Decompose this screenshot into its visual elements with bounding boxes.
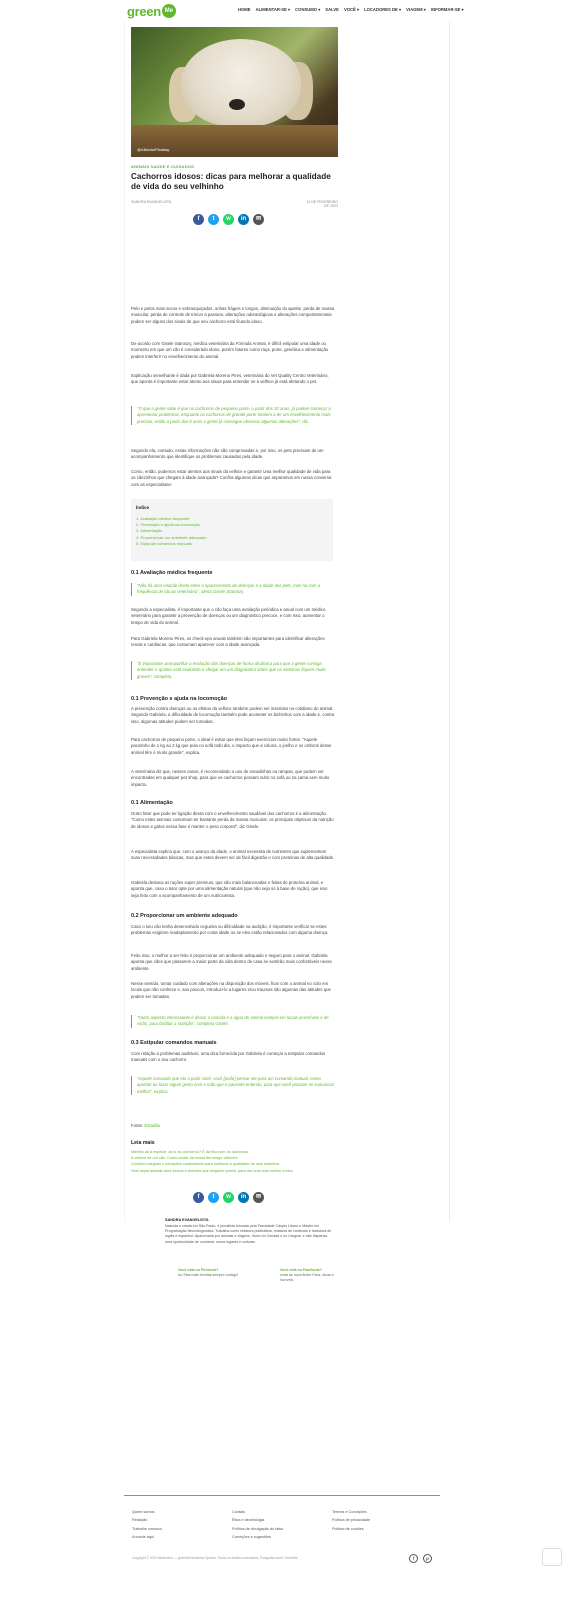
logo-badge: Me <box>162 4 176 18</box>
facebook-promo-desc: curta as nova linder Fans, dicas e incríveis <box>280 1273 334 1282</box>
footer-link[interactable]: Redação <box>132 1518 148 1523</box>
paragraph-ambiente-3: Nesse sentido, tomar cuidado com alterações na disposição dos móveis, ficar com o animal no colo em locais que não conhece e, aos poucos, introduzi-lo a lugares e/ou traumas são algumas das atitudes que podem ser tomadas. <box>131 981 331 999</box>
facebook-promo[interactable] <box>280 1268 335 1300</box>
pinterest-promo-desc: Ao Siva mais bonitas sempre contigo! <box>178 1273 239 1277</box>
logo-text: green <box>127 3 161 19</box>
whatsapp-share-icon[interactable]: w <box>223 1192 234 1203</box>
quote-small-breeds: "O que a gente sabe é que os cachorros de pequeno porte, a partir dos 10 anos, já podem começar a apresentar problemas, enquanto os cachorros de grande porte tendem a ter um envelhecimento mais precoce, então a partir dos 8 anos a gente já consegue observar algumas alterações", diz. <box>131 406 336 425</box>
footer-link[interactable]: Política de cookies <box>332 1526 364 1531</box>
nav-viagem[interactable]: VIAGEM ▾ <box>406 7 426 12</box>
paragraph-alimentacao-1: Outro fator que pode ter ligação direta com o envelhecimento saudável dos cachorros é a alimentação. "Como estes animais costumam ter bastante perda da massa muscular, os principais objetivos da nutrição de idosos e gatos nessa fase é manter o peso corporal", diz Gisele. <box>131 811 334 829</box>
heading-prevencao: 0.1 Prevenção e ajuda na locomoção <box>131 696 227 702</box>
article-category[interactable]: ANIMAIS SAÚDE E CUIDADOS <box>131 164 195 169</box>
footer-link[interactable]: Termos e Condições <box>332 1510 367 1514</box>
facebook-share-icon[interactable]: f <box>193 1192 204 1203</box>
toc-item-4[interactable]: 4. Proporcionar um ambiente adequado <box>136 534 207 540</box>
author-bio: Nascida e criada em São Paulo, é jornalista formada pela Faculdade Cásper Líbero e Master em Programação Neurolinguística. Trabalha como redatora publicitária, redatora de conteúdo e tradutora de inglês e espanhol. Apaixonada por animais e viagens. Viveu no Canadá e no Uruguai, e não dispensa uma oportunidade de conhecer novos lugares e culturas. <box>165 1224 332 1244</box>
paragraph-comandos-1: Com relação a problemas auditivos, uma dica fornecida por Gabriela é começar a estipular comandos manuais com o seu cachorro. <box>131 1051 326 1063</box>
quote-disease-evolution: "É importante acompanhar a evolução das doenças de forma dinâmica para que a gente consiga entender o quanto está evoluindo e chegar em um diagnóstico antes que os sintomas fiquem muito graves", completa. <box>131 661 336 680</box>
footer-column-3 <box>332 1508 370 1533</box>
dog-nose <box>229 99 245 110</box>
author-name[interactable]: SANDRA EVANGELISTA <box>165 1218 209 1222</box>
content-right-border <box>449 22 450 1222</box>
quote-food-water: "Outro aspecto interessante é deixar a comida e a água do animal sempre em locais acessíveis e de visão, para facilitar a nutrição", completa Gisele. <box>131 1015 336 1028</box>
nav-voce[interactable]: VOCÊ ▾ <box>343 7 360 12</box>
top-navigation-bar <box>0 0 575 22</box>
paragraph-alimentacao-2: A especialista explica que, com o avanço da idade, o animal necessita de nutrientes que suplementem suas necessidades básicas, mas que estes devem ser de fácil digestão e com proteínas de alta qualidade. <box>131 849 335 861</box>
source-line <box>131 1123 160 1128</box>
paragraph-intro: Pelo e pelos mais secos e esbranquiçados, unhas frágeis e longos, diminuição do apetite, perda de massa muscular, perda de controle de trincar a passear, alterações odontológicas e alterações comportamentais podem ser alguns dos sinais de que seu cachorro está ficando idoso. <box>131 306 335 324</box>
quote-hand-commands: "Aquele comando que ela a partir você, você [pode] pensar ele para um comando manual, como apontar ou fazer algum gesto com a mão que o paciente entenda, para que você possam se comunicar melhor", explica. <box>131 1076 336 1095</box>
site-logo[interactable] <box>127 3 176 19</box>
read-more-list <box>131 1149 336 1174</box>
footer-copyright: Copyright © 2023 Media Bus — greenMe Business Opinion. Todos os direitos reservados. Fotografia stock: GreenMe <box>132 1556 298 1560</box>
footer-link[interactable]: Quem somos <box>132 1510 155 1514</box>
toc-item-2[interactable]: 2. Prevenção e ajuda na locomoção <box>136 522 200 528</box>
paragraph-tips-intro: Como, então, podemos estar atentos aos sinais da velhice e garantir uma melhor qualidade de vida para os cãezinhos que chegam à idade avançada? Confira algumas dicas que separamos em nossa conversa com as especialistas: <box>131 469 332 487</box>
footer-column-1 <box>132 1508 162 1542</box>
dog-head <box>181 39 301 127</box>
pinterest-promo[interactable] <box>178 1268 278 1300</box>
content-left-border <box>124 22 125 1222</box>
facebook-share-icon[interactable]: f <box>193 214 204 225</box>
footer-link[interactable]: Trabalhe conosco <box>132 1526 163 1531</box>
whatsapp-share-icon[interactable]: w <box>223 214 234 225</box>
read-more-link[interactable]: Conforto integrais e iniciações sustentáveis para melhorar a qualidade de vida brasileira <box>131 1162 280 1167</box>
nav-consumo[interactable]: CONSUMO ▾ <box>295 7 321 12</box>
quote-vet-frequency: "Não há uma relação direta entre o aparecimento de doenças e a idade dos pets, mas há com a frequência de ida ao veterinário", alerta Gisele Staroszy. <box>131 583 336 596</box>
nav-home[interactable]: HOME <box>238 7 251 12</box>
read-more-link[interactable]: Sete raças adotais cães idosos e doentes que ninguém queria, para dar uma vida melhor a eles <box>131 1168 293 1173</box>
photo-credit: @Alkkolo/Pixabay <box>137 147 170 152</box>
paragraph-follow-up: Segundo ela, contudo, essas informações não são comprovadas e, por isso, os pets precisam de um acompanhamento que identifique os problemas causados pela idade. <box>131 448 324 460</box>
paragraph-gabriela: Explicação semelhante é dada por Gabriela Moreno Pires, veterinária do Vet Quality Centro Veterinário, que aponta é importante estar atento aos sinais para entender se a velhice já está afetando o pet. <box>131 373 329 385</box>
footer-link[interactable]: Política de divulgação do falso <box>232 1526 284 1531</box>
wooden-log <box>131 125 338 157</box>
read-more-link[interactable]: Martelo dá à espécie: as is os cachorros? É da fina com os cachorros <box>131 1150 249 1154</box>
source-label: Fonte: <box>131 1123 144 1128</box>
footer-link[interactable]: Política de privacidade <box>332 1518 371 1523</box>
recaptcha-badge-icon[interactable] <box>542 1548 562 1566</box>
email-share-icon[interactable]: ✉ <box>253 1192 264 1203</box>
hero-image <box>131 27 338 157</box>
pinterest-promo-title: Você está no Pinterest? <box>178 1268 219 1272</box>
toc-item-1[interactable]: 1. Avaliação médica frequente <box>136 516 190 521</box>
facebook-icon[interactable]: f <box>409 1554 418 1563</box>
footer-link[interactable]: Anuncie aqui <box>132 1535 154 1540</box>
linkedin-share-icon[interactable]: in <box>238 1192 249 1203</box>
main-menu <box>238 7 464 12</box>
paragraph-gisele: De acordo com Gisele Staroszy, médica veterinária da Fórmula Animal, é difícil estipular uma idade ou momento em que um cão é considerado idoso, porém fatores como raça, porte, genética e alimentação podem interferir no envelhecimento do animal. <box>131 341 329 359</box>
share-buttons-top <box>193 214 264 225</box>
heading-comandos: 0.3 Estipular comandos manuais <box>131 1040 217 1046</box>
article-title: Cachorros idosos: dicas para melhorar a qualidade de vida do seu velhinho <box>131 172 331 191</box>
email-share-icon[interactable]: ✉ <box>253 214 264 225</box>
paragraph-avaliacao-2: Para Gabriela Moreno Pires, os check-ups anuais também são importantes para identificar alterações renais e cardíacas, que costumam aparecer com a idade avançada. <box>131 636 325 648</box>
footer-link[interactable]: Correções e sugestões <box>232 1535 272 1540</box>
paragraph-alimentacao-3: Gabriela destaca as rações super premium, que são mais balanceadas e feitas de proteína animal, e aponta que, caso o tutor opte por uma alimentação natural (que não seja só à base de ração), que isso seja feito com o acompanhamento de um nutricionista. <box>131 880 328 898</box>
heading-alimentacao: 0.1 Alimentação <box>131 800 173 806</box>
nav-alimentar[interactable]: ALIMENTAR-SE ▾ <box>255 7 291 12</box>
paragraph-prevencao-2: Para cachorros de pequeno porte, o ideal é evitar que eles façam exercícios muito fortes. "Aquele pacotinho de 1 kg ao 2 kg que pula no sofá todo dia, o impacto que a coluna, o joelho e os ombros desse animal têm é muito grande", explica. <box>131 737 332 755</box>
source-link[interactable]: Estadão <box>144 1123 161 1128</box>
nav-informar[interactable]: INFORMAR-SE ▾ <box>430 7 464 12</box>
table-of-contents <box>131 499 333 561</box>
footer-column-2 <box>232 1508 283 1542</box>
twitter-share-icon[interactable]: t <box>208 214 219 225</box>
paragraph-avaliacao-1: Segundo a especialista, é importante que o cão faça uma avaliação periódica e anual com um médico veterinário para garantir a prevenção de doenças ou um diagnóstico precoce, e com isso, aumentar o tempo de vida do animal. <box>131 607 326 625</box>
toc-item-5[interactable]: 5. Estipular comandos manuais <box>136 540 192 546</box>
paragraph-prevencao-1: A prevenção contra doenças ou os efeitos da velhice também podem ser inseridos no cotidiano do animal. Segundo Gabriela, a dificuldade de locomoção também pode acometer os bichinhos com a idade e, contra isso, algumas atitudes podem ser tomadas. <box>131 706 335 724</box>
facebook-promo-title: Você está no Facebook? <box>280 1268 322 1272</box>
paragraph-prevencao-3: A veterinária diz que, nesses casos, é recomendado o uso de escadinhas ou rampas, que podem ser encontradas em qualquer pet shop, para que os cachorros possam subir no sofá ou na cama sem muito impacto. <box>131 769 330 787</box>
site-footer <box>124 1495 440 1575</box>
author-box <box>131 1214 336 1264</box>
linkedin-share-icon[interactable]: in <box>238 214 249 225</box>
paragraph-ambiente-1: Caso o seu cão tenha desenvolvido cegueira ou dificuldade na audição, é importante verificar se estes problemas exigirem readaptamento por conta idade ou se eles estão relacionados com alguma doença. <box>131 924 329 936</box>
article-author[interactable]: SANDRA EVANGELISTA <box>131 200 172 204</box>
toc-item-3[interactable]: 3. Alimentação <box>136 528 163 534</box>
read-more-link[interactable]: A velhice de um cão. Como cuidar da nossa fiel amigo velhinho <box>131 1156 238 1161</box>
paragraph-ambiente-2: Feito isso, o melhor a ser feito é proporcionar um ambiente adequado e seguro para o animal. Gabriela aponta que cães que passarem a maior parte da vida dentro de casa se sentirão mais confortáveis nesse ambiente. <box>131 953 332 971</box>
pinterest-icon[interactable]: p <box>423 1554 432 1563</box>
nav-salve[interactable]: SALVE <box>325 7 339 12</box>
heading-ambiente: 0.2 Proporcionar um ambiente adequado <box>131 913 238 919</box>
footer-social-icons <box>409 1554 432 1563</box>
read-more-title: Leia mais <box>131 1140 155 1146</box>
toc-title: Índice <box>136 505 150 510</box>
share-buttons-bottom <box>193 1192 264 1203</box>
footer-link[interactable]: Contato <box>232 1510 246 1514</box>
nav-locadores[interactable]: LOCADORES DE ▾ <box>364 7 402 12</box>
heading-avaliacao: 0.1 Avaliação médica frequente <box>131 570 213 576</box>
article-date: 11 DE FEVEREIRO DE 2022 <box>306 200 338 208</box>
twitter-share-icon[interactable]: t <box>208 1192 219 1203</box>
footer-link[interactable]: Ética e deontologia <box>232 1518 265 1523</box>
